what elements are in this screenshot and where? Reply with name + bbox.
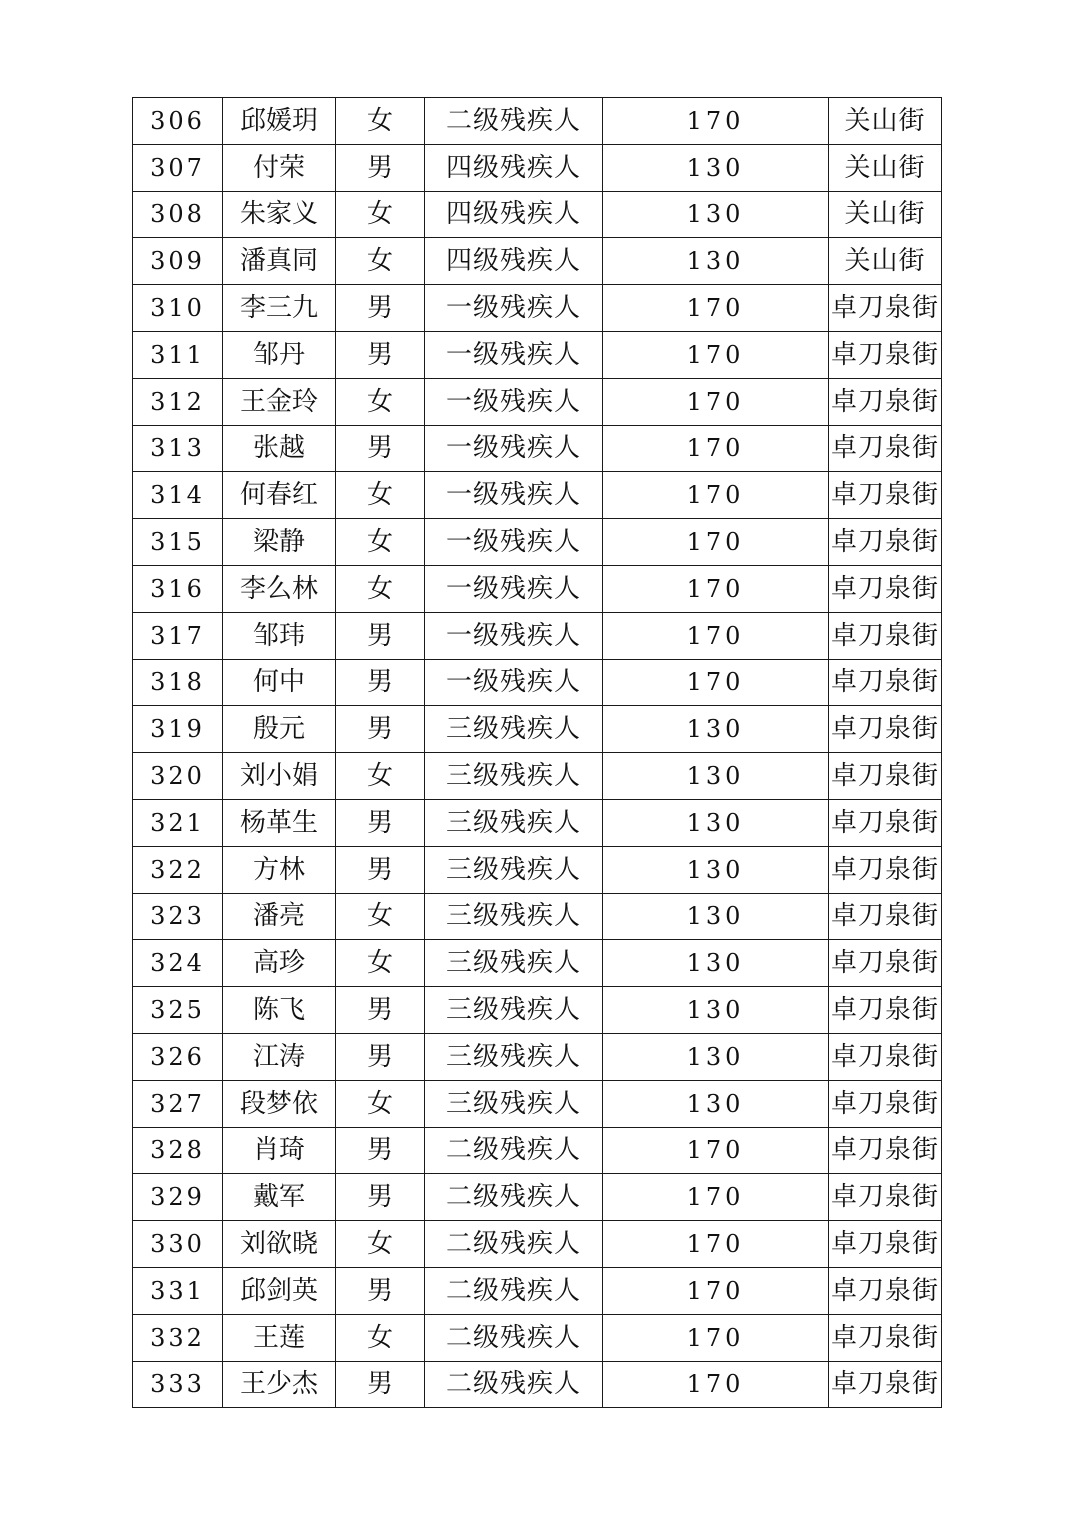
table-row xyxy=(133,1033,942,1080)
person-name: 高珍 xyxy=(223,940,336,987)
row-number: 311 xyxy=(133,331,223,378)
disability-level: 一级残疾人 xyxy=(425,519,603,566)
table-row xyxy=(133,1267,942,1314)
row-number: 318 xyxy=(133,659,223,706)
gender: 女 xyxy=(336,1314,425,1361)
subsidy-table xyxy=(132,97,942,1408)
gender: 女 xyxy=(336,1080,425,1127)
gender: 女 xyxy=(336,893,425,940)
subsidy-amount: 130 xyxy=(603,1080,829,1127)
street: 卓刀泉街 xyxy=(829,378,942,425)
street: 关山街 xyxy=(829,144,942,191)
disability-level: 一级残疾人 xyxy=(425,612,603,659)
street: 卓刀泉街 xyxy=(829,425,942,472)
subsidy-amount: 130 xyxy=(603,706,829,753)
subsidy-amount: 170 xyxy=(603,565,829,612)
table-body xyxy=(133,98,942,1408)
person-name: 邱媛玥 xyxy=(223,98,336,145)
row-number: 314 xyxy=(133,472,223,519)
disability-level: 三级残疾人 xyxy=(425,1080,603,1127)
disability-level: 三级残疾人 xyxy=(425,706,603,753)
subsidy-amount: 130 xyxy=(603,191,829,238)
table-row xyxy=(133,425,942,472)
subsidy-amount: 170 xyxy=(603,1221,829,1268)
street: 关山街 xyxy=(829,191,942,238)
disability-level: 三级残疾人 xyxy=(425,893,603,940)
table-row xyxy=(133,799,942,846)
disability-level: 二级残疾人 xyxy=(425,1361,603,1408)
row-number: 328 xyxy=(133,1127,223,1174)
table-row xyxy=(133,612,942,659)
disability-level: 二级残疾人 xyxy=(425,98,603,145)
table-row xyxy=(133,1080,942,1127)
gender: 男 xyxy=(336,1361,425,1408)
disability-level: 三级残疾人 xyxy=(425,799,603,846)
subsidy-amount: 170 xyxy=(603,331,829,378)
person-name: 潘真同 xyxy=(223,238,336,285)
gender: 女 xyxy=(336,191,425,238)
street: 卓刀泉街 xyxy=(829,1127,942,1174)
street: 卓刀泉街 xyxy=(829,1221,942,1268)
disability-level: 一级残疾人 xyxy=(425,565,603,612)
gender: 男 xyxy=(336,799,425,846)
subsidy-amount: 170 xyxy=(603,98,829,145)
subsidy-amount: 170 xyxy=(603,1174,829,1221)
disability-level: 二级残疾人 xyxy=(425,1221,603,1268)
subsidy-amount: 130 xyxy=(603,238,829,285)
disability-level: 一级残疾人 xyxy=(425,378,603,425)
row-number: 330 xyxy=(133,1221,223,1268)
street: 卓刀泉街 xyxy=(829,612,942,659)
row-number: 307 xyxy=(133,144,223,191)
person-name: 刘欲晓 xyxy=(223,1221,336,1268)
table-row xyxy=(133,519,942,566)
table-row xyxy=(133,706,942,753)
street: 卓刀泉街 xyxy=(829,1361,942,1408)
table-row xyxy=(133,893,942,940)
street: 卓刀泉街 xyxy=(829,706,942,753)
person-name: 戴军 xyxy=(223,1174,336,1221)
street: 卓刀泉街 xyxy=(829,472,942,519)
table-row xyxy=(133,238,942,285)
street: 卓刀泉街 xyxy=(829,799,942,846)
disability-level: 四级残疾人 xyxy=(425,144,603,191)
row-number: 322 xyxy=(133,846,223,893)
street: 卓刀泉街 xyxy=(829,565,942,612)
street: 卓刀泉街 xyxy=(829,846,942,893)
street: 卓刀泉街 xyxy=(829,1033,942,1080)
gender: 男 xyxy=(336,987,425,1034)
gender: 男 xyxy=(336,144,425,191)
disability-level: 二级残疾人 xyxy=(425,1314,603,1361)
disability-level: 三级残疾人 xyxy=(425,940,603,987)
person-name: 李么林 xyxy=(223,565,336,612)
disability-level: 一级残疾人 xyxy=(425,285,603,332)
row-number: 332 xyxy=(133,1314,223,1361)
street: 关山街 xyxy=(829,98,942,145)
disability-level: 三级残疾人 xyxy=(425,753,603,800)
person-name: 王金玲 xyxy=(223,378,336,425)
subsidy-amount: 170 xyxy=(603,1361,829,1408)
table-row xyxy=(133,191,942,238)
table-row xyxy=(133,285,942,332)
disability-level: 四级残疾人 xyxy=(425,238,603,285)
row-number: 310 xyxy=(133,285,223,332)
subsidy-amount: 170 xyxy=(603,472,829,519)
disability-level: 一级残疾人 xyxy=(425,472,603,519)
subsidy-amount: 130 xyxy=(603,799,829,846)
row-number: 331 xyxy=(133,1267,223,1314)
row-number: 315 xyxy=(133,519,223,566)
row-number: 316 xyxy=(133,565,223,612)
subsidy-amount: 170 xyxy=(603,378,829,425)
person-name: 邹丹 xyxy=(223,331,336,378)
person-name: 殷元 xyxy=(223,706,336,753)
subsidy-amount: 170 xyxy=(603,1127,829,1174)
row-number: 313 xyxy=(133,425,223,472)
person-name: 王少杰 xyxy=(223,1361,336,1408)
gender: 女 xyxy=(336,940,425,987)
subsidy-amount: 170 xyxy=(603,1314,829,1361)
gender: 女 xyxy=(336,753,425,800)
table-row xyxy=(133,753,942,800)
gender: 男 xyxy=(336,706,425,753)
gender: 男 xyxy=(336,331,425,378)
person-name: 邹玮 xyxy=(223,612,336,659)
subsidy-amount: 130 xyxy=(603,893,829,940)
disability-level: 二级残疾人 xyxy=(425,1267,603,1314)
subsidy-amount: 170 xyxy=(603,612,829,659)
row-number: 309 xyxy=(133,238,223,285)
gender: 女 xyxy=(336,472,425,519)
row-number: 325 xyxy=(133,987,223,1034)
table-row xyxy=(133,472,942,519)
subsidy-amount: 130 xyxy=(603,940,829,987)
person-name: 方林 xyxy=(223,846,336,893)
disability-level: 二级残疾人 xyxy=(425,1127,603,1174)
gender: 女 xyxy=(336,238,425,285)
gender: 女 xyxy=(336,378,425,425)
person-name: 梁静 xyxy=(223,519,336,566)
table-row xyxy=(133,1314,942,1361)
person-name: 邱剑英 xyxy=(223,1267,336,1314)
row-number: 323 xyxy=(133,893,223,940)
street: 卓刀泉街 xyxy=(829,659,942,706)
subsidy-amount: 170 xyxy=(603,425,829,472)
subsidy-amount: 170 xyxy=(603,519,829,566)
gender: 男 xyxy=(336,846,425,893)
gender: 男 xyxy=(336,1127,425,1174)
person-name: 江涛 xyxy=(223,1033,336,1080)
person-name: 付荣 xyxy=(223,144,336,191)
gender: 男 xyxy=(336,612,425,659)
row-number: 326 xyxy=(133,1033,223,1080)
street: 关山街 xyxy=(829,238,942,285)
row-number: 333 xyxy=(133,1361,223,1408)
subsidy-amount: 170 xyxy=(603,285,829,332)
gender: 男 xyxy=(336,1033,425,1080)
gender: 男 xyxy=(336,425,425,472)
gender: 男 xyxy=(336,659,425,706)
street: 卓刀泉街 xyxy=(829,519,942,566)
gender: 男 xyxy=(336,1267,425,1314)
subsidy-amount: 130 xyxy=(603,987,829,1034)
row-number: 312 xyxy=(133,378,223,425)
row-number: 306 xyxy=(133,98,223,145)
row-number: 308 xyxy=(133,191,223,238)
table-row xyxy=(133,331,942,378)
table-row xyxy=(133,378,942,425)
disability-level: 四级残疾人 xyxy=(425,191,603,238)
gender: 女 xyxy=(336,1221,425,1268)
disability-level: 一级残疾人 xyxy=(425,425,603,472)
table-row xyxy=(133,1221,942,1268)
street: 卓刀泉街 xyxy=(829,987,942,1034)
street: 卓刀泉街 xyxy=(829,1314,942,1361)
subsidy-amount: 170 xyxy=(603,659,829,706)
person-name: 潘亮 xyxy=(223,893,336,940)
subsidy-amount: 130 xyxy=(603,753,829,800)
table-row xyxy=(133,1361,942,1408)
subsidy-amount: 130 xyxy=(603,846,829,893)
subsidy-amount: 170 xyxy=(603,1267,829,1314)
gender: 男 xyxy=(336,1174,425,1221)
row-number: 329 xyxy=(133,1174,223,1221)
gender: 女 xyxy=(336,519,425,566)
subsidy-amount: 130 xyxy=(603,1033,829,1080)
person-name: 何春红 xyxy=(223,472,336,519)
table-row xyxy=(133,98,942,145)
person-name: 何中 xyxy=(223,659,336,706)
row-number: 320 xyxy=(133,753,223,800)
person-name: 朱家义 xyxy=(223,191,336,238)
person-name: 陈飞 xyxy=(223,987,336,1034)
person-name: 张越 xyxy=(223,425,336,472)
table-row xyxy=(133,1174,942,1221)
street: 卓刀泉街 xyxy=(829,1174,942,1221)
street: 卓刀泉街 xyxy=(829,753,942,800)
disability-level: 二级残疾人 xyxy=(425,1174,603,1221)
disability-level: 三级残疾人 xyxy=(425,1033,603,1080)
table-row xyxy=(133,1127,942,1174)
table-row xyxy=(133,659,942,706)
row-number: 317 xyxy=(133,612,223,659)
street: 卓刀泉街 xyxy=(829,285,942,332)
table-row xyxy=(133,987,942,1034)
table-row xyxy=(133,144,942,191)
row-number: 321 xyxy=(133,799,223,846)
subsidy-amount: 130 xyxy=(603,144,829,191)
person-name: 刘小娟 xyxy=(223,753,336,800)
gender: 女 xyxy=(336,565,425,612)
street: 卓刀泉街 xyxy=(829,331,942,378)
row-number: 324 xyxy=(133,940,223,987)
street: 卓刀泉街 xyxy=(829,1080,942,1127)
disability-level: 一级残疾人 xyxy=(425,331,603,378)
street: 卓刀泉街 xyxy=(829,893,942,940)
disability-level: 三级残疾人 xyxy=(425,987,603,1034)
street: 卓刀泉街 xyxy=(829,1267,942,1314)
gender: 女 xyxy=(336,98,425,145)
gender: 男 xyxy=(336,285,425,332)
disability-level: 三级残疾人 xyxy=(425,846,603,893)
street: 卓刀泉街 xyxy=(829,940,942,987)
person-name: 段梦依 xyxy=(223,1080,336,1127)
row-number: 319 xyxy=(133,706,223,753)
disability-level: 一级残疾人 xyxy=(425,659,603,706)
row-number: 327 xyxy=(133,1080,223,1127)
person-name: 王莲 xyxy=(223,1314,336,1361)
person-name: 杨革生 xyxy=(223,799,336,846)
table-row xyxy=(133,846,942,893)
person-name: 李三九 xyxy=(223,285,336,332)
table-row xyxy=(133,565,942,612)
table-row xyxy=(133,940,942,987)
person-name: 肖琦 xyxy=(223,1127,336,1174)
